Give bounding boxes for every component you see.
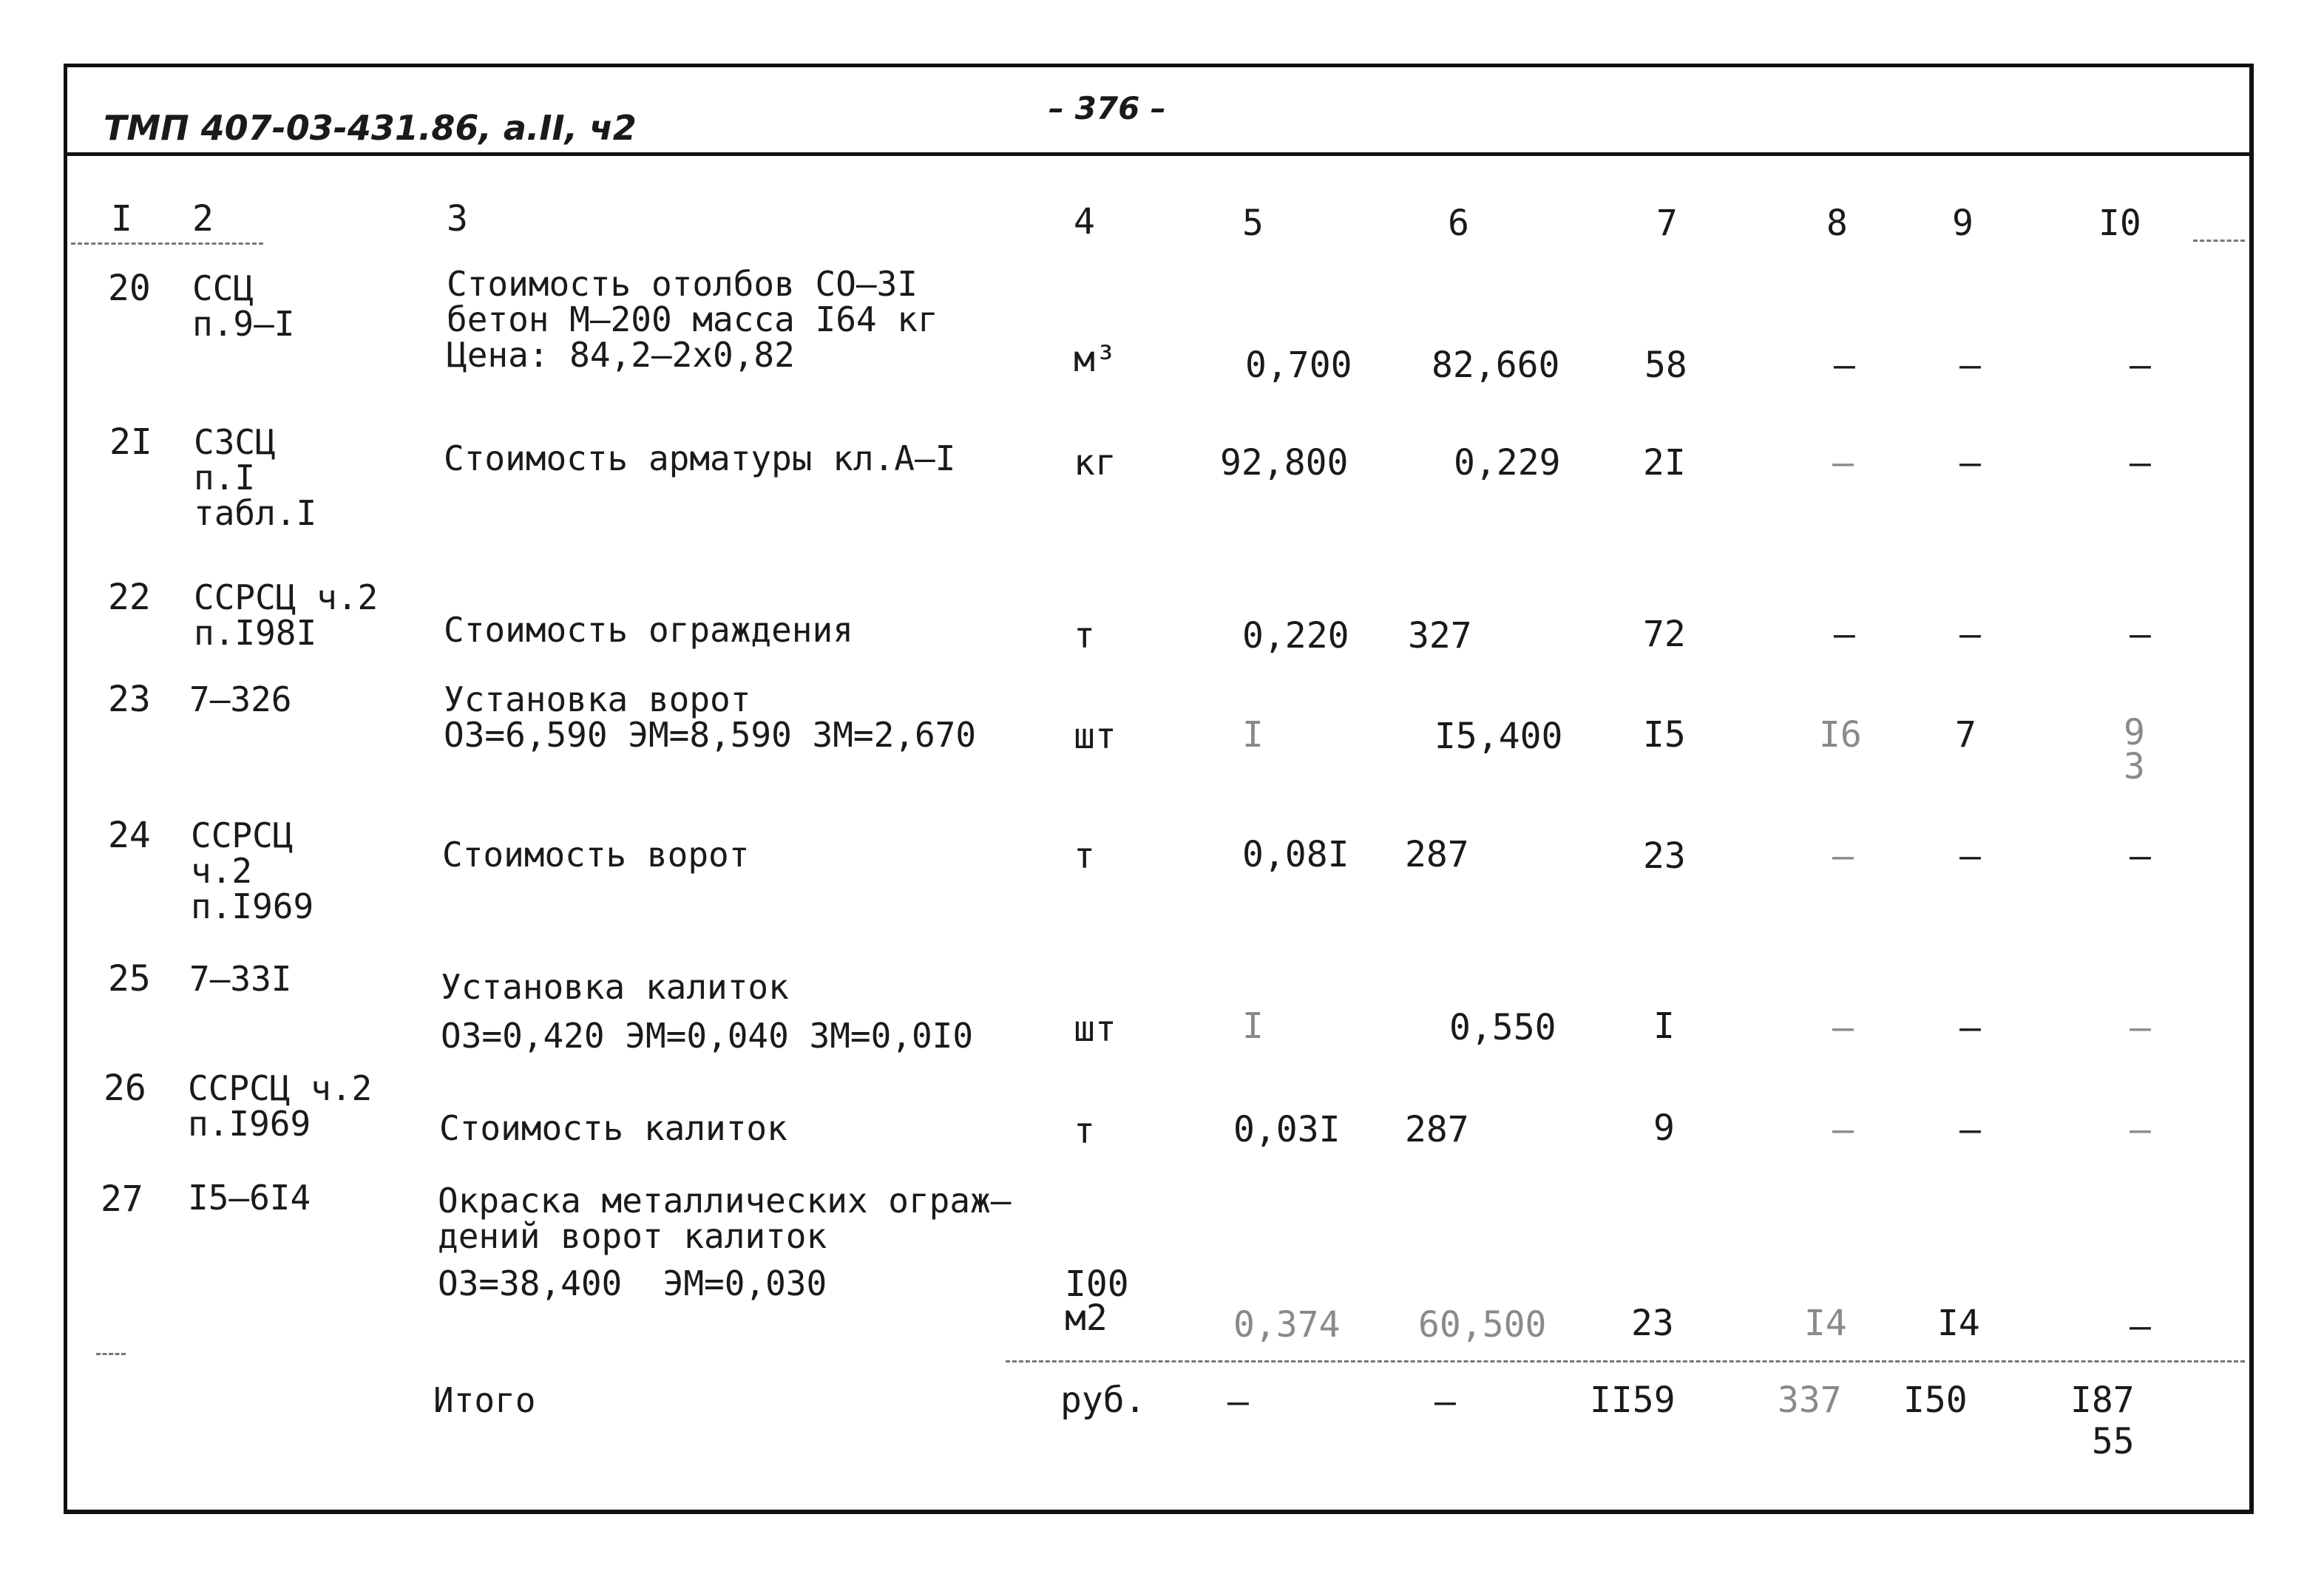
- quantity: 0,700: [1245, 345, 1352, 386]
- unit: I00 м2: [1065, 1263, 1129, 1339]
- unit-price: 287: [1405, 1109, 1469, 1150]
- col8-value: –: [1832, 442, 1854, 483]
- grand-total: II59: [1590, 1380, 1676, 1421]
- totals-divider: [1006, 1360, 2245, 1363]
- row-number: 23: [108, 679, 151, 720]
- unit: м³: [1074, 339, 1117, 380]
- col-header-3: 3: [447, 198, 468, 240]
- item-description: Стоимость отолбов СО–3I бетон М–200 масса I64 кг Цена: 84,2–2х0,82: [447, 264, 938, 375]
- item-description: Стоимость ворот: [442, 835, 750, 875]
- col10-value: –: [2130, 345, 2151, 386]
- unit-price: 0,229: [1454, 442, 1561, 483]
- total-col10: I87 55: [2070, 1380, 2135, 1462]
- col9-value: –: [1959, 1109, 1981, 1150]
- total-label: Итого: [433, 1380, 536, 1420]
- col9-value: –: [1959, 345, 1981, 386]
- quantity: I: [1242, 714, 1264, 756]
- item-description: Стоимость арматуры кл.А–I: [444, 438, 956, 478]
- total-cost: I: [1653, 1005, 1675, 1047]
- col-header-7: 7: [1656, 203, 1678, 244]
- col10-value: –: [2130, 1109, 2151, 1150]
- col-header-8: 8: [1826, 203, 1848, 244]
- col8-value: –: [1834, 614, 1855, 655]
- col8-value: I4: [1804, 1303, 1847, 1344]
- header-divider: [64, 152, 2254, 156]
- price-code: I5–6I4: [188, 1178, 311, 1218]
- col10-value: –: [2130, 1007, 2151, 1048]
- page-number: – 376 –: [1048, 90, 1166, 126]
- col8-value: –: [1834, 345, 1855, 386]
- page-frame: [64, 64, 2254, 1514]
- quantity: 0,220: [1242, 615, 1349, 656]
- col-header-6: 6: [1448, 203, 1469, 244]
- col9-value: –: [1959, 614, 1981, 655]
- col8-value: –: [1832, 1109, 1854, 1150]
- unit: т: [1074, 835, 1095, 877]
- total-cost: 9: [1653, 1107, 1675, 1149]
- col-header-4: 4: [1074, 201, 1095, 242]
- total-cost: 58: [1644, 345, 1687, 386]
- row-number: 20: [108, 268, 151, 309]
- total-quantity: –: [1227, 1381, 1249, 1422]
- col8-value: I6: [1819, 714, 1862, 756]
- row-number: 22: [108, 577, 151, 618]
- header-underline: [2193, 240, 2245, 242]
- price-code: 7–33I: [189, 959, 292, 999]
- quantity: I: [1242, 1005, 1264, 1047]
- col-header-2: 2: [192, 198, 214, 240]
- row-number: 27: [101, 1178, 143, 1220]
- row-number: 25: [108, 958, 151, 1000]
- unit-price: 82,660: [1432, 345, 1560, 386]
- price-code: 7–326: [189, 679, 292, 719]
- col-header-5: 5: [1242, 203, 1264, 244]
- col10-value: 9 3: [2124, 712, 2145, 787]
- unit-price: 0,550: [1449, 1007, 1556, 1048]
- total-cost: I5: [1643, 714, 1686, 756]
- col9-value: I4: [1937, 1303, 1980, 1344]
- total-unit-price: –: [1434, 1381, 1456, 1422]
- total-unit: руб.: [1060, 1380, 1146, 1421]
- price-code: ССРСЦ ч.2 п.I969: [188, 1068, 373, 1144]
- col8-value: –: [1832, 1007, 1854, 1048]
- col9-value: 7: [1955, 714, 1976, 756]
- col8-value: –: [1832, 835, 1854, 877]
- col-header-1: I: [111, 198, 132, 240]
- unit: т: [1074, 1110, 1095, 1152]
- total-col9: I50: [1903, 1380, 1968, 1421]
- total-cost: 2I: [1643, 442, 1686, 483]
- quantity: 0,03I: [1233, 1109, 1341, 1150]
- price-code: ССЦ п.9–I: [192, 268, 295, 344]
- unit: шт: [1074, 1008, 1117, 1050]
- quantity: 0,374: [1233, 1304, 1341, 1346]
- unit: шт: [1074, 716, 1117, 757]
- col10-value: –: [2130, 835, 2151, 877]
- unit-price: 327: [1408, 615, 1472, 656]
- total-cost: 72: [1643, 614, 1686, 655]
- labor-rates: ОЗ=38,400 ЭМ=0,030: [438, 1263, 827, 1303]
- unit-price: I5,400: [1434, 716, 1563, 757]
- row-number: 24: [108, 815, 151, 856]
- total-cost: 23: [1643, 835, 1686, 877]
- unit-price: 287: [1405, 834, 1469, 875]
- item-description: Окраска металлических ограж– дений ворот калиток: [438, 1181, 1012, 1256]
- col9-value: –: [1959, 442, 1981, 483]
- col10-value: –: [2130, 442, 2151, 483]
- col10-value: –: [2130, 1306, 2151, 1347]
- row-number: 2I: [109, 421, 152, 463]
- col-header-9: 9: [1952, 203, 1974, 244]
- item-description: Стоимость ограждения: [444, 610, 853, 650]
- total-col8: 337: [1778, 1380, 1842, 1421]
- col9-value: –: [1959, 835, 1981, 877]
- item-description: Стоимость калиток: [439, 1108, 787, 1148]
- unit: кг: [1074, 442, 1117, 483]
- total-cost: 23: [1631, 1303, 1674, 1344]
- document-designation: ТМП 407-03-431.86, а.II, ч2: [104, 108, 637, 148]
- col-header-10: I0: [2098, 203, 2141, 244]
- header-underline: [71, 242, 263, 245]
- col10-value: –: [2130, 614, 2151, 655]
- unit-price: 60,500: [1418, 1304, 1547, 1346]
- item-description: Установка ворот ОЗ=6,590 ЭМ=8,590 ЗМ=2,670: [444, 679, 977, 755]
- unit: т: [1074, 615, 1095, 656]
- quantity: 92,800: [1220, 442, 1349, 483]
- price-code: ССРСЦ ч.2 п.I969: [191, 815, 314, 926]
- col9-value: –: [1959, 1007, 1981, 1048]
- price-code: СЗСЦ п.I табл.I: [194, 422, 317, 533]
- price-code: ССРСЦ ч.2 п.I98I: [194, 577, 379, 653]
- quantity: 0,08I: [1242, 834, 1349, 875]
- row-number: 26: [104, 1068, 146, 1109]
- totals-divider: [96, 1353, 126, 1355]
- item-description: Установка калиток ОЗ=0,420 ЭМ=0,040 ЗМ=0,0I0: [441, 967, 974, 1056]
